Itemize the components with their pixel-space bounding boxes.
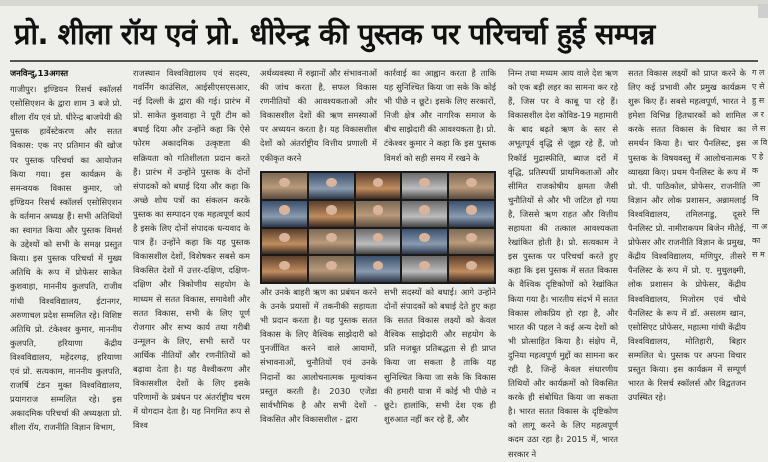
video-tile <box>309 201 354 227</box>
column-4-bottom <box>384 285 496 462</box>
column-4-top <box>384 66 496 169</box>
video-tile <box>402 229 447 255</box>
video-tile <box>262 256 307 282</box>
video-tile <box>262 229 307 255</box>
video-tile <box>402 256 447 282</box>
video-tile <box>449 256 494 282</box>
column-1-text: गाजीपुर। इण्डियन रिसर्च स्कॉलर्स एसोसिएशन के द्वारा शाम 3 बजे प्रो. शीला रॉय एवं प्रो. धीरेन्द्र बाजपेयी की पुस्तक हार्वेस्टेकरण और सतत विकास: एक नए प्रतिमान की खोज पर पुस्तक परिचर्चा का आयोजन किया गया। इस कार्यक्रम के समन्वयक विकास कुमार, जो इण्डियन रिसर्च स्कॉलर्स एसोसिएशन के वर्तमान अध्यक्ष हैं। सभी अतिथियों का स्वागत किया और पुस्तक विमर्श के उद्देश्यों को सभी के समक्ष प्रस्तुत किया। इस पुस्तक परिचर्चा में मुख्य अतिथि के रूप में प्रोफेसर साकेत कुशवाहा, माननीय कुलपति, राजीव गांधी विश्वविद्यालय, ईटानगर, अरुणाचल प्रदेश सम्मलित रहे। विशिष्ट अतिथि प्रो. टंकेश्वर कुमार, माननीय कुलपति, हरियाणा केंद्रीय विश्वविद्यालय, महेंदरगढ़, हरियाणा एवं प्रो. सत्यकाम, माननीय कुलपति, राजर्षि टंडन मुक्त विश्वविद्यालय, प्रयागराज सम्मलित रहे। इस अकादमिक परिचर्चा की अध्यक्षता प्रो. शीला रॉय, राजनीति विज्ञान विभाग, <box>10 84 122 433</box>
video-tile <box>309 173 354 199</box>
column-3-top <box>260 66 377 169</box>
video-tile <box>356 201 401 227</box>
event-photo <box>260 171 496 284</box>
column-6 <box>628 66 746 462</box>
dateline: जनविन्दु,13अगस्त <box>10 68 69 78</box>
video-tile <box>309 256 354 282</box>
video-tile <box>449 173 494 199</box>
column-3-bottom-text: और उनके बाहरी ऋण का प्रबंधन करने के उनके प्रयासों में तकनीकी सहायता भी प्रदान करता है। यह पुस्तक सतत विकास के लिए वैश्विक साझेदारी को पुनर्जीवित करने वाले आयामों, संभावनाओं, चुनौतियों एवं उनके निदानों का आलोचनात्मक मूल्यांकन प्रस्तुत करती है। 2030 एजेंडा सार्वभौमिक है और सभी देशों - विकसित और विकासशील - द्वारा <box>260 287 377 424</box>
headline: प्रो. शीला रॉय एवं प्रो. धीरेन्द्र की पुस्तक पर परिचर्चा हुई सम्पन्न <box>14 17 655 51</box>
video-tile <box>309 229 354 255</box>
video-tile <box>262 201 307 227</box>
video-tile <box>262 173 307 199</box>
video-tile <box>356 173 401 199</box>
column-5 <box>508 66 618 462</box>
column-5-text: निम्न तथा मध्यम आय वाले देश ऋण को एक बड़ी लहर का सामना कर रहे हैं, जिस पर वे काबू पा रहे हैं। विकासशील देश कोविड-19 महामारी के बाद बढ़ते ऋण के स्तर से अभूतपूर्व वृद्धि से जूझ रहे हैं, जो रिकॉर्ड मुद्रास्फीति, ब्याज दरों में वृद्धि, प्रतिस्पर्धी प्राथमिकताओं और सीमित राजकोषीय क्षमता जैसी चुनौतियों से और भी जटिल हो गया है, जिससे ऋण राहत और वित्तीय सहायता की तत्काल आवश्यकता रेखांकित होती है। प्रो. सत्यकाम ने इस पुस्तक पर परिचर्चा करते हुए कहा कि इस पुस्तक में सतत विकास के वैश्विक दृष्टिकोणों को रेखांकित किया गया है। भारतीय संदर्भ में सतत विकास लोकप्रिय हो रहा है, और भारत की पहल ने कई अन्य देशों को भी प्रोत्साहित किया है। संक्षेप में, दुनिया महत्वपूर्ण मुद्दों का सामना कर रही है, जिन्हें केवल संधारणीय तिथियों और कार्यक्रमों को विकसित करके ही संबोधित किया जा सकता है। भारत सतत विकास के दृष्टिकोण को लागू करने के लिए महत्वपूर्ण कदम उठा रहा है। 2015 में, भारत सरकार ने <box>508 68 618 459</box>
video-tile <box>449 201 494 227</box>
video-tile <box>356 229 401 255</box>
column-4-bottom-text: सभी सदस्यों को बधाई। आगे उन्होंने दोनों संपादकों को बधाई देते हुए कहा कि सतत विकास लक्ष्यों को केवल वैश्विक साझेदारी और सहयोग के प्रति मजबूत प्रतिबद्धता से ही प्राप्त किया जा सकता है ताकि यह सुनिश्चित किया जा सके कि विकास की हमारी यात्रा में कोई भी पीछे न छूटे। हालांकि, सभी देश एक ही शुरुआत नहीं कर रहे हैं, और <box>384 287 496 424</box>
column-1 <box>10 66 122 462</box>
column-6-text: सतत विकास लक्ष्यों को प्राप्त करने के लिए कई प्रभावी और प्रमुख कार्यक्रम शुरू किए हैं। सबसे महत्वपूर्ण, भारत ने हमेशा विभिन्न हितधारकों को शामिल करके सतत विकास के विचार का समर्थन किया है। चार पैनलिस्ट, इस पुस्तक के विषयवस्तु में आलोचनात्मक व्याख्या किए। प्रथम पैनलिस्ट के रूप में प्रो. पी. पाठिकोल, प्रोफेसर, राजनीति विज्ञान और लोक प्रशासन, अन्नामलाई विश्वविद्यालय, तमिलनाडु, दूसरे पैनलिस्ट प्रो. नामीराकपम बिजेन मीतेई, प्रोफेसर और राजनीति विज्ञान के प्रमुख, केंद्रीय विश्वविद्यालय, मणिपुर, तीसरे पैनलिस्ट के रूप में प्रो. ए. मुथुलक्ष्मी, लोक प्रशासन के प्रोफेसर, केंद्रीय विश्वविद्यालय, मिजोरम एवं चौथे पैनलिस्ट के रूप में डॉ. असलम खान, एसोसिएट प्रोफेसर, महात्मा गांधी केंद्रीय विश्वविद्यालय, मोतिहारी, बिहार सम्मलित थे। पुस्तक पर अपना विचार प्रस्तुत किया। इस कार्यक्रम में सम्पूर्ण भारत के रिसर्च स्कॉलर्स और विद्वतजन उपस्थित रहे। <box>628 68 746 403</box>
video-tile <box>402 201 447 227</box>
video-tile <box>449 229 494 255</box>
video-tile <box>402 173 447 199</box>
column-2 <box>133 66 250 462</box>
column-3-bottom <box>260 285 377 462</box>
column-4-top-text: कार्रवाई का आह्वान करता है ताकि यह सुनिश्चित किया जा सके कि कोई भी पीछे न छूटे। इसके लिए सरकारों, निजी क्षेत्र और नागरिक समाज के बीच साझेदारी की आवश्यकता है। प्रो. टंकेश्वर कुमार ने कहा कि इस पुस्तक विमर्श को सही समय में रखने के <box>384 68 496 163</box>
page-edge-scrap <box>758 4 768 18</box>
column-2-text: राजस्थान विश्वविद्यालय एवं सदस्य, गवर्निंग काउंसिल, आईसीएसएसआर, नई दिल्ली के द्वारा की गई। प्रारंभ में प्रो. साकेत कुशवाहा ने पूरी टीम को बधाई दिया और उन्होंने कहा कि ऐसे फोरम अकादमिक उत्कृष्टता की सक्रियता को गतिशीलता प्रदान करते हैं। प्रारंभ में उन्होंने पुस्तक के दोनों संपादकों को बधाई दिया और कहा कि अच्छे शोध पत्रों का संकलन करके पुस्तक का सम्पादन एक महत्वपूर्ण कार्य है इसके लिए दोनों संपादक धन्यवाद के पात्र हैं। उन्होंने कहा कि यह पुस्तक विकासशील देशों, विशेषकर सबसे कम विकसित देशों में उत्तर-दक्षिण, दक्षिण-दक्षिण और त्रिकोणीय सहयोग के माध्यम से सतत विकास, समावेशी और सतत विकास, सभी के लिए पूर्ण रोजगार और सभ्य कार्य तथा गरीबी उन्मूलन के लिए, सभी स्तरों पर आर्थिक नीतियों और रणनीतियों को बढ़ावा देता है। यह वैश्वीकरण और विकासशील देशों के लिए इसके परिणामों के प्रबंधन पर अंतर्राष्ट्रीय चरम में योगदान देता है। यह निगमित रूप से विश्व <box>133 68 250 431</box>
column-3-top-text: अर्थव्यवस्था में रुझानों और संभावनाओं की जांच करता है, सफल विकास रणनीतियों की आवश्यकताओं और विकासशील देशों की ऋण समस्याओं पर अध्ययन करता है। यह विकासशील देशों को अंतर्राष्ट्रीय वित्तीय प्रणाली में एकीकृत करने <box>260 68 377 163</box>
video-tile <box>356 256 401 282</box>
page-top-strip <box>0 0 768 6</box>
headline-rule <box>10 60 758 62</box>
adjacent-article-edge: ग ल ए से हु स अ र ले स अ वि ए हे क आ वि सि ना अ का स म <box>752 68 768 259</box>
